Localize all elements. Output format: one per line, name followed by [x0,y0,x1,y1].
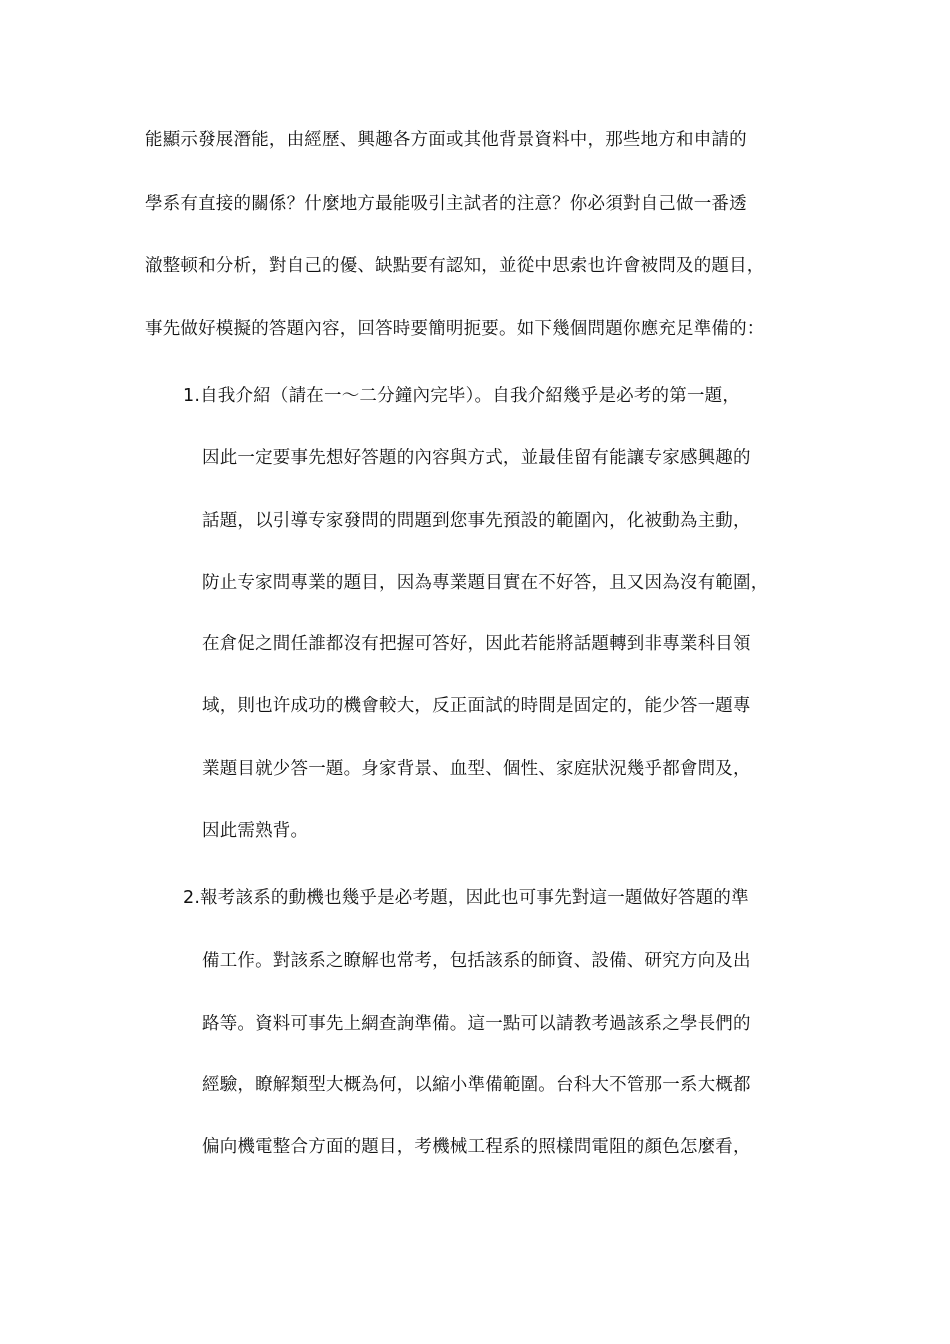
list-item-1-line-6: 域，則也许成功的機會較大，反正面試的時間是固定的，能少答一題專 [202,696,751,716]
list-item-2-first-line [183,886,749,910]
list-item-1-text: 自我介紹（請在一～二分鐘內完毕）。自我介紹幾乎是必考的第一題， [200,386,741,406]
list-item-1-number: 1. [183,386,201,406]
list-item-1-line-3: 話題，以引導专家發問的問題到您事先預設的範圍內，化被動為主動， [202,511,751,531]
intro-line-3: 澈整顿和分析，對自己的優、缺點要有認知，並從中思索也许會被問及的題目， [145,256,765,276]
list-item-1-line-5: 在倉促之間任誰都沒有把握可答好，因此若能將話題轉到非專業科目領 [202,634,751,654]
list-item-2-line-4: 經驗，瞭解類型大概為何，以縮小準備範圍。台科大不管那一系大概都 [202,1075,751,1095]
list-item-2-line-3: 路等。資料可事先上網查詢準備。這一點可以請教考過該系之學長們的 [202,1014,751,1034]
list-item-2-text: 報考該系的動機也幾乎是必考題，因此也可事先對這一題做好答題的準 [200,888,749,908]
list-item-2-line-5: 偏向機電整合方面的題目，考機械工程系的照樣問電阻的顏色怎麼看， [202,1137,751,1157]
list-item-1-first-line [183,384,740,408]
list-item-1-line-7: 業題目就少答一題。身家背景、血型、個性、家庭狀況幾乎都會問及， [202,759,751,779]
intro-line-1: 能顯示發展潛能，由經歷、興趣各方面或其他背景資料中，那些地方和申請的 [145,130,747,150]
list-item-1-line-4: 防止专家問專業的題目，因為專業題目實在不好答，且又因為沒有範圍， [202,573,769,593]
list-item-1-line-8: 因此需熟背。 [202,821,309,841]
intro-line-2: 學系有直接的關係？什麼地方最能吸引主試者的注意？你必須對自己做一番透 [145,194,747,214]
list-item-1-line-2: 因此一定要事先想好答題的內容與方式，並最佳留有能讓专家感興趣的 [202,448,751,468]
list-item-2-number: 2. [183,888,201,908]
intro-line-4: 事先做好模擬的答題內容，回答時要簡明扼要。如下幾個問題你應充足準備的： [145,319,765,339]
list-item-2-line-2: 備工作。對該系之瞭解也常考，包括該系的師資、設備、研究方向及出 [202,951,751,971]
